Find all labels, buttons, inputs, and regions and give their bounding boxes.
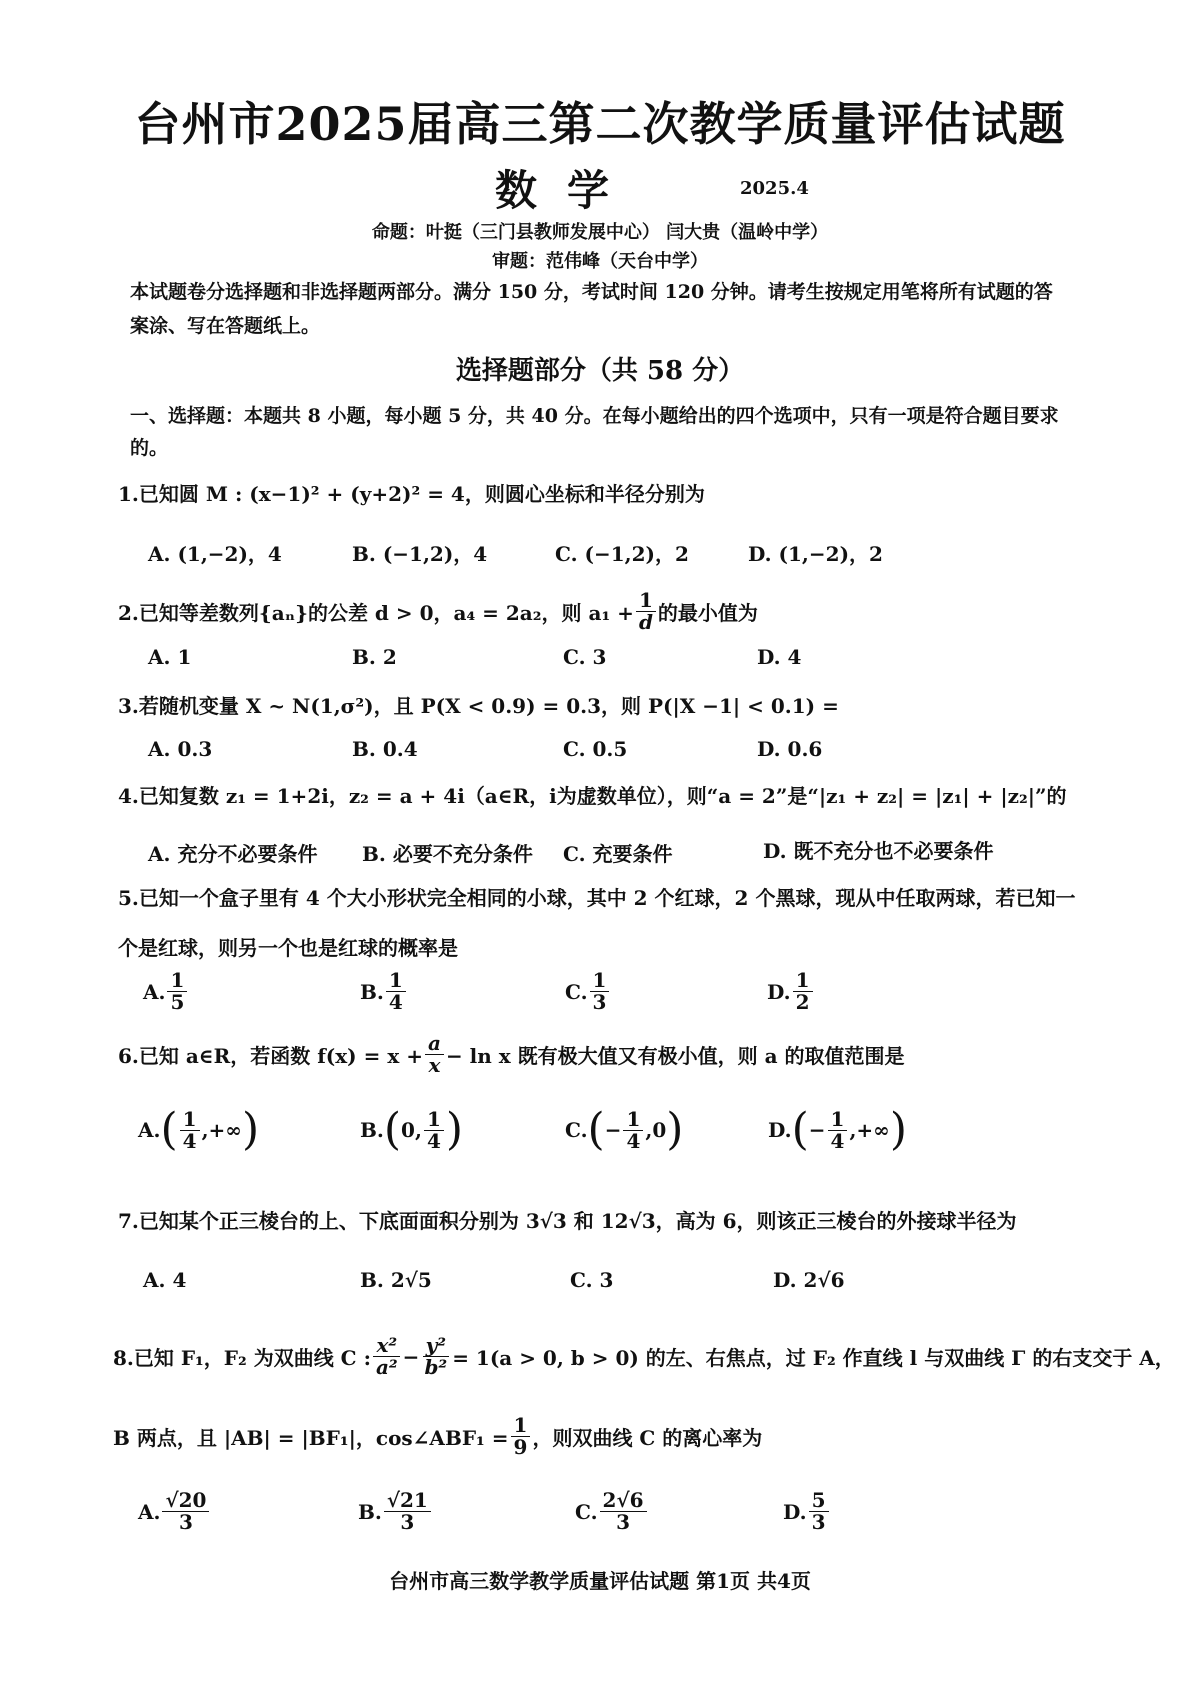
question-8-stem-post: = 1(a > 0, b > 0) 的左、右焦点，过 F₂ 作直线 l 与双曲线 Γ 的右支交于 A， <box>452 1346 1175 1370</box>
question-8-option-b-num: √21 <box>384 1490 431 1512</box>
question-8-option-a-num: √20 <box>162 1490 209 1512</box>
question-4-option-a: A. 充分不必要条件 <box>148 842 318 866</box>
question-7-option-c: C. 3 <box>570 1268 614 1292</box>
question-5-option-d-fraction <box>793 970 813 1013</box>
question-6-option-b-head: 0, <box>401 1118 422 1142</box>
right-paren-icon: ) <box>666 1104 684 1155</box>
question-8-option-c <box>575 1490 649 1533</box>
question-5-option-b <box>360 970 408 1013</box>
question-6-stem-pre: 6.已知 a∈R，若函数 f(x) = x + <box>118 1044 423 1068</box>
question-6-option-c-fraction <box>623 1106 643 1153</box>
question-5-option-c-den: 3 <box>592 990 607 1014</box>
question-5-option-a-num: 1 <box>167 970 187 992</box>
left-paren-icon: ( <box>791 1104 809 1155</box>
question-1-option-d: D. (1,−2)，2 <box>748 542 883 566</box>
question-6-option-c-label: C. <box>565 1118 588 1142</box>
question-6-option-c-num: 1 <box>623 1109 643 1131</box>
question-6-option-a <box>138 1104 260 1155</box>
right-paren-icon: ) <box>889 1104 908 1155</box>
question-6-option-d-fraction <box>828 1106 848 1153</box>
question-1-stem: 1.已知圆 M : (x−1)² + (y+2)² = 4，则圆心坐标和半径分别为 <box>118 482 705 506</box>
question-6-option-d-den: 4 <box>830 1128 845 1153</box>
question-6-stem-post: − ln x 既有极大值又有极小值，则 a 的取值范围是 <box>445 1044 905 1068</box>
question-6-option-c-den: 4 <box>626 1128 641 1153</box>
question-8-option-a-fraction <box>162 1490 209 1533</box>
reviewer-line: 审题：范伟峰（天台中学） <box>492 251 708 272</box>
left-paren-icon: ( <box>587 1104 605 1155</box>
question-7-option-b: B. 2√5 <box>360 1268 432 1292</box>
question-6-option-a-label: A. <box>138 1118 161 1142</box>
question-8-line2-num: 1 <box>511 1415 531 1437</box>
question-5-option-a-den: 5 <box>170 990 185 1014</box>
question-1-option-b: B. (−1,2)，4 <box>352 542 488 566</box>
question-2-fraction <box>636 590 656 633</box>
question-6-option-a-fraction <box>180 1106 200 1153</box>
right-paren-icon: ) <box>241 1104 260 1155</box>
question-2-option-c: C. 3 <box>563 645 607 669</box>
section-title: 选择题部分（共 58 分） <box>455 356 745 386</box>
part-instructions: 一、选择题：本题共 8 小题，每小题 5 分，共 40 分。在每小题给出的四个选项中，只有一项是符合题目要求的。 <box>130 405 1059 459</box>
question-8-option-b <box>358 1490 433 1533</box>
question-6-fraction <box>425 1033 444 1076</box>
question-8-option-a <box>138 1490 211 1533</box>
question-7-option-d: D. 2√6 <box>773 1268 845 1292</box>
question-6-option-b-label: B. <box>360 1118 384 1142</box>
question-6-stem <box>118 1033 905 1076</box>
question-2-stem-pre: 2.已知等差数列{aₙ}的公差 d > 0，a₄ = 2a₂，则 a₁ + <box>118 601 634 625</box>
question-2-fraction-num: 1 <box>636 590 656 612</box>
question-5-option-b-num: 1 <box>386 970 406 992</box>
question-2-stem <box>118 590 758 633</box>
question-8-option-d-den: 3 <box>811 1510 826 1534</box>
question-5-stem-line2: 个是红球，则另一个也是红球的概率是 <box>118 936 458 960</box>
question-6-option-a-tail: ,+∞ <box>201 1118 242 1142</box>
left-paren-icon: ( <box>160 1104 178 1155</box>
question-8-fraction-y <box>421 1335 450 1378</box>
question-5-option-b-fraction <box>386 970 406 1013</box>
question-6-option-c <box>565 1104 684 1155</box>
question-8-option-c-den: 3 <box>616 1510 630 1534</box>
question-3-stem: 3.若随机变量 X ~ N(1,σ²)，且 P(X < 0.9) = 0.3，则 P(|X −1| < 0.1) = <box>118 694 839 718</box>
question-5-option-d-den: 2 <box>795 990 810 1014</box>
question-7-stem: 7.已知某个正三棱台的上、下底面面积分别为 3√3 和 12√3，高为 6，则该正三棱台的外接球半径为 <box>118 1209 1017 1233</box>
question-8-stem-line1 <box>113 1335 1175 1378</box>
question-2-option-d: D. 4 <box>757 645 802 669</box>
question-6-option-d-num: 1 <box>828 1109 848 1131</box>
question-3-option-c: C. 0.5 <box>563 737 628 761</box>
question-5-option-b-label: B. <box>360 979 384 1004</box>
question-7-option-a: A. 4 <box>143 1268 187 1292</box>
question-8-line2-den: 9 <box>513 1435 528 1459</box>
question-8-option-c-num: 2√6 <box>600 1490 647 1512</box>
page-footer: 台州市高三数学教学质量评估试题 第1页 共4页 <box>389 1569 811 1593</box>
question-8-fraction-x <box>373 1335 401 1378</box>
question-4-option-b: B. 必要不充分条件 <box>362 842 533 866</box>
question-8-option-a-label: A. <box>138 1499 161 1524</box>
question-5-option-d-label: D. <box>767 979 791 1004</box>
question-8-option-d-fraction <box>809 1490 829 1533</box>
authors-line: 命题：叶挺（三门县教师发展中心） 闫大贵（温岭中学） <box>371 222 829 243</box>
question-2-stem-post: 的最小值为 <box>657 601 758 625</box>
question-6-option-c-tail: ,0 <box>645 1118 667 1142</box>
question-6-option-c-head: − <box>604 1118 622 1142</box>
question-6-fraction-num: a <box>425 1033 444 1055</box>
exam-title: 台州市2025届高三第二次教学质量评估试题 <box>134 97 1066 151</box>
question-5-option-c-label: C. <box>565 979 588 1004</box>
question-8-line2-post: ，则双曲线 C 的离心率为 <box>532 1426 763 1450</box>
question-5-option-c-fraction <box>590 970 610 1013</box>
question-5-option-c <box>565 970 611 1013</box>
question-4-stem: 4.已知复数 z₁ = 1+2i，z₂ = a + 4i（a∈R，i为虚数单位），则“a = 2”是“|z₁ + z₂| = |z₁| + |z₂|”的 <box>118 784 1067 808</box>
question-8-option-d-num: 5 <box>809 1490 829 1512</box>
question-3-option-a: A. 0.3 <box>148 737 213 761</box>
question-6-option-d <box>768 1104 908 1155</box>
question-6-option-b <box>360 1104 464 1155</box>
question-8-fraction-x-den: a² <box>375 1355 398 1379</box>
question-8-minus: − <box>402 1344 420 1369</box>
question-5-option-a-fraction <box>167 970 187 1013</box>
question-8-stem-line2 <box>113 1415 762 1458</box>
question-6-option-b-fraction <box>424 1106 444 1153</box>
question-8-option-d <box>783 1490 831 1533</box>
question-3-option-b: B. 0.4 <box>352 737 418 761</box>
question-2-option-a: A. 1 <box>148 645 192 669</box>
question-5-option-a-label: A. <box>143 979 166 1004</box>
question-5-stem-line1: 5.已知一个盒子里有 4 个大小形状完全相同的小球，其中 2 个红球，2 个黑球，现从中任取两球，若已知一 <box>118 886 1076 910</box>
question-5-option-d <box>767 970 815 1013</box>
question-3-option-d: D. 0.6 <box>757 737 823 761</box>
question-2-option-b: B. 2 <box>352 645 397 669</box>
question-8-stem-pre: 8.已知 F₁，F₂ 为双曲线 C : <box>113 1346 371 1370</box>
question-8-line2-fraction <box>511 1415 531 1458</box>
question-5-option-b-den: 4 <box>388 990 403 1014</box>
right-paren-icon: ) <box>445 1104 464 1155</box>
question-5-option-a <box>143 970 189 1013</box>
exam-instructions: 本试题卷分选择题和非选择题两部分。满分 150 分，考试时间 120 分钟。请考生按规定用笔将所有试题的答案涂、写在答题纸上。 <box>130 281 1053 337</box>
question-6-option-a-den: 4 <box>182 1128 197 1153</box>
question-4-option-d: D. 既不充分也不必要条件 <box>763 839 994 863</box>
exam-date: 2025.4 <box>740 178 809 199</box>
question-8-option-b-fraction <box>384 1490 431 1533</box>
question-6-fraction-den: x <box>428 1053 441 1077</box>
question-8-fraction-x-num: x² <box>373 1335 400 1357</box>
question-8-option-c-fraction <box>600 1490 647 1533</box>
question-8-fraction-y-num: y² <box>423 1335 449 1357</box>
subject-title: 数学 <box>495 166 640 215</box>
question-6-option-b-den: 4 <box>426 1128 441 1153</box>
question-8-option-b-label: B. <box>358 1499 382 1524</box>
question-4-option-c: C. 充要条件 <box>563 842 673 866</box>
question-2-fraction-den: d <box>638 610 653 634</box>
question-8-line2-pre: B 两点，且 |AB| = |BF₁|，cos∠ABF₁ = <box>113 1426 509 1450</box>
question-1-option-a: A. (1,−2)，4 <box>148 542 282 566</box>
left-paren-icon: ( <box>383 1104 402 1155</box>
question-5-option-d-num: 1 <box>793 970 813 992</box>
question-6-option-b-num: 1 <box>424 1109 444 1131</box>
question-8-option-c-label: C. <box>575 1499 598 1524</box>
question-1-option-c: C. (−1,2)，2 <box>555 542 689 566</box>
question-6-option-d-tail: ,+∞ <box>849 1118 890 1142</box>
question-8-option-b-den: 3 <box>400 1510 415 1534</box>
question-6-option-d-head: − <box>808 1118 826 1142</box>
question-6-option-a-num: 1 <box>180 1109 200 1131</box>
question-8-option-a-den: 3 <box>179 1510 193 1534</box>
question-5-option-c-num: 1 <box>590 970 610 992</box>
question-6-option-d-label: D. <box>768 1118 792 1142</box>
question-8-fraction-y-den: b² <box>424 1355 448 1379</box>
question-8-option-d-label: D. <box>783 1499 807 1524</box>
